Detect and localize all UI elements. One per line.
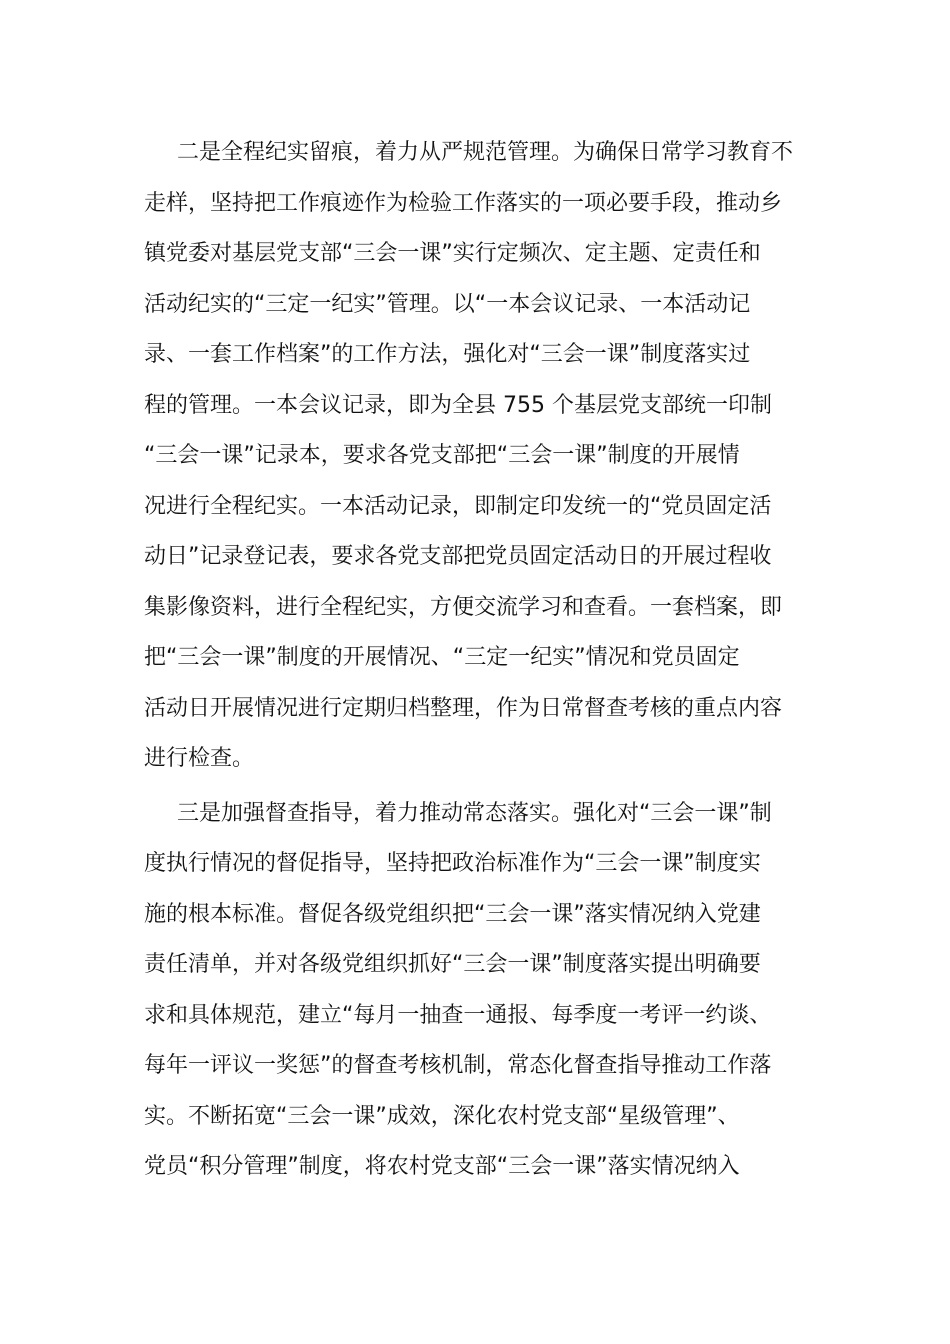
document-body bbox=[144, 128, 806, 1193]
paragraph-line: 活动日开展情况进行定期归档整理，作为日常督查考核的重点内容 bbox=[144, 695, 783, 721]
paragraph-line: 求和具体规范，建立“每月一抽查一通报、每季度一考评一约谈、 bbox=[144, 1002, 772, 1028]
paragraph-line: “三会一课”记录本，要求各党支部把“三会一课”制度的开展情 bbox=[144, 443, 740, 468]
paragraph-line: 活动纪实的“三定一纪实”管理。以“一本会议记录、一本活动记 bbox=[144, 291, 751, 317]
paragraph-line: 录、一套工作档案”的工作方法，强化对“三会一课”制度落实过 bbox=[144, 342, 751, 367]
paragraph-line: 二是全程纪实留痕，着力从严规范管理。为确保日常学习教育不 bbox=[177, 140, 794, 165]
paragraph-3 bbox=[144, 789, 806, 1193]
paragraph-line: 镇党委对基层党支部“三会一课”实行定频次、定主题、定责任和 bbox=[144, 241, 761, 266]
paragraph-line: 集影像资料，进行全程纪实，方便交流学习和查看。一套档案，即 bbox=[144, 594, 783, 620]
paragraph-line: 度执行情况的督促指导，坚持把政治标准作为“三会一课”制度实 bbox=[144, 851, 761, 876]
paragraph-line: 党员“积分管理”制度，将农村党支部“三会一课”落实情况纳入 bbox=[144, 1154, 740, 1179]
paragraph-line: 施的根本标准。督促各级党组织把“三会一课”落实情况纳入党建 bbox=[144, 901, 761, 927]
paragraph-line: 程的管理。一本会议记录，即为全县 755 个基层党支部统一印制 bbox=[144, 392, 772, 418]
paragraph-line: 况进行全程纪实。一本活动记录，即制定印发统一的“党员固定活 bbox=[144, 493, 772, 519]
paragraph-line: 责任清单，并对各级党组织抓好“三会一课”制度落实提出明确要 bbox=[144, 952, 761, 977]
paragraph-line: 实。不断拓宽“三会一课”成效，深化农村党支部“星级管理”、 bbox=[144, 1103, 740, 1129]
paragraph-line: 进行检查。 bbox=[144, 746, 255, 771]
paragraph-line: 把“三会一课”制度的开展情况、“三定一纪实”情况和党员固定 bbox=[144, 645, 740, 670]
paragraph-line: 动日”记录登记表，要求各党支部把党员固定活动日的开展过程收 bbox=[144, 544, 772, 569]
paragraph-line: 走样，坚持把工作痕迹作为检验工作落实的一项必要手段，推动乡 bbox=[144, 190, 783, 216]
paragraph-2 bbox=[144, 128, 806, 785]
paragraph-line: 每年一评议一奖惩”的督查考核机制，常态化督查指导推动工作落 bbox=[144, 1053, 772, 1078]
paragraph-line: 三是加强督查指导，着力推动常态落实。强化对“三会一课”制 bbox=[177, 800, 772, 826]
